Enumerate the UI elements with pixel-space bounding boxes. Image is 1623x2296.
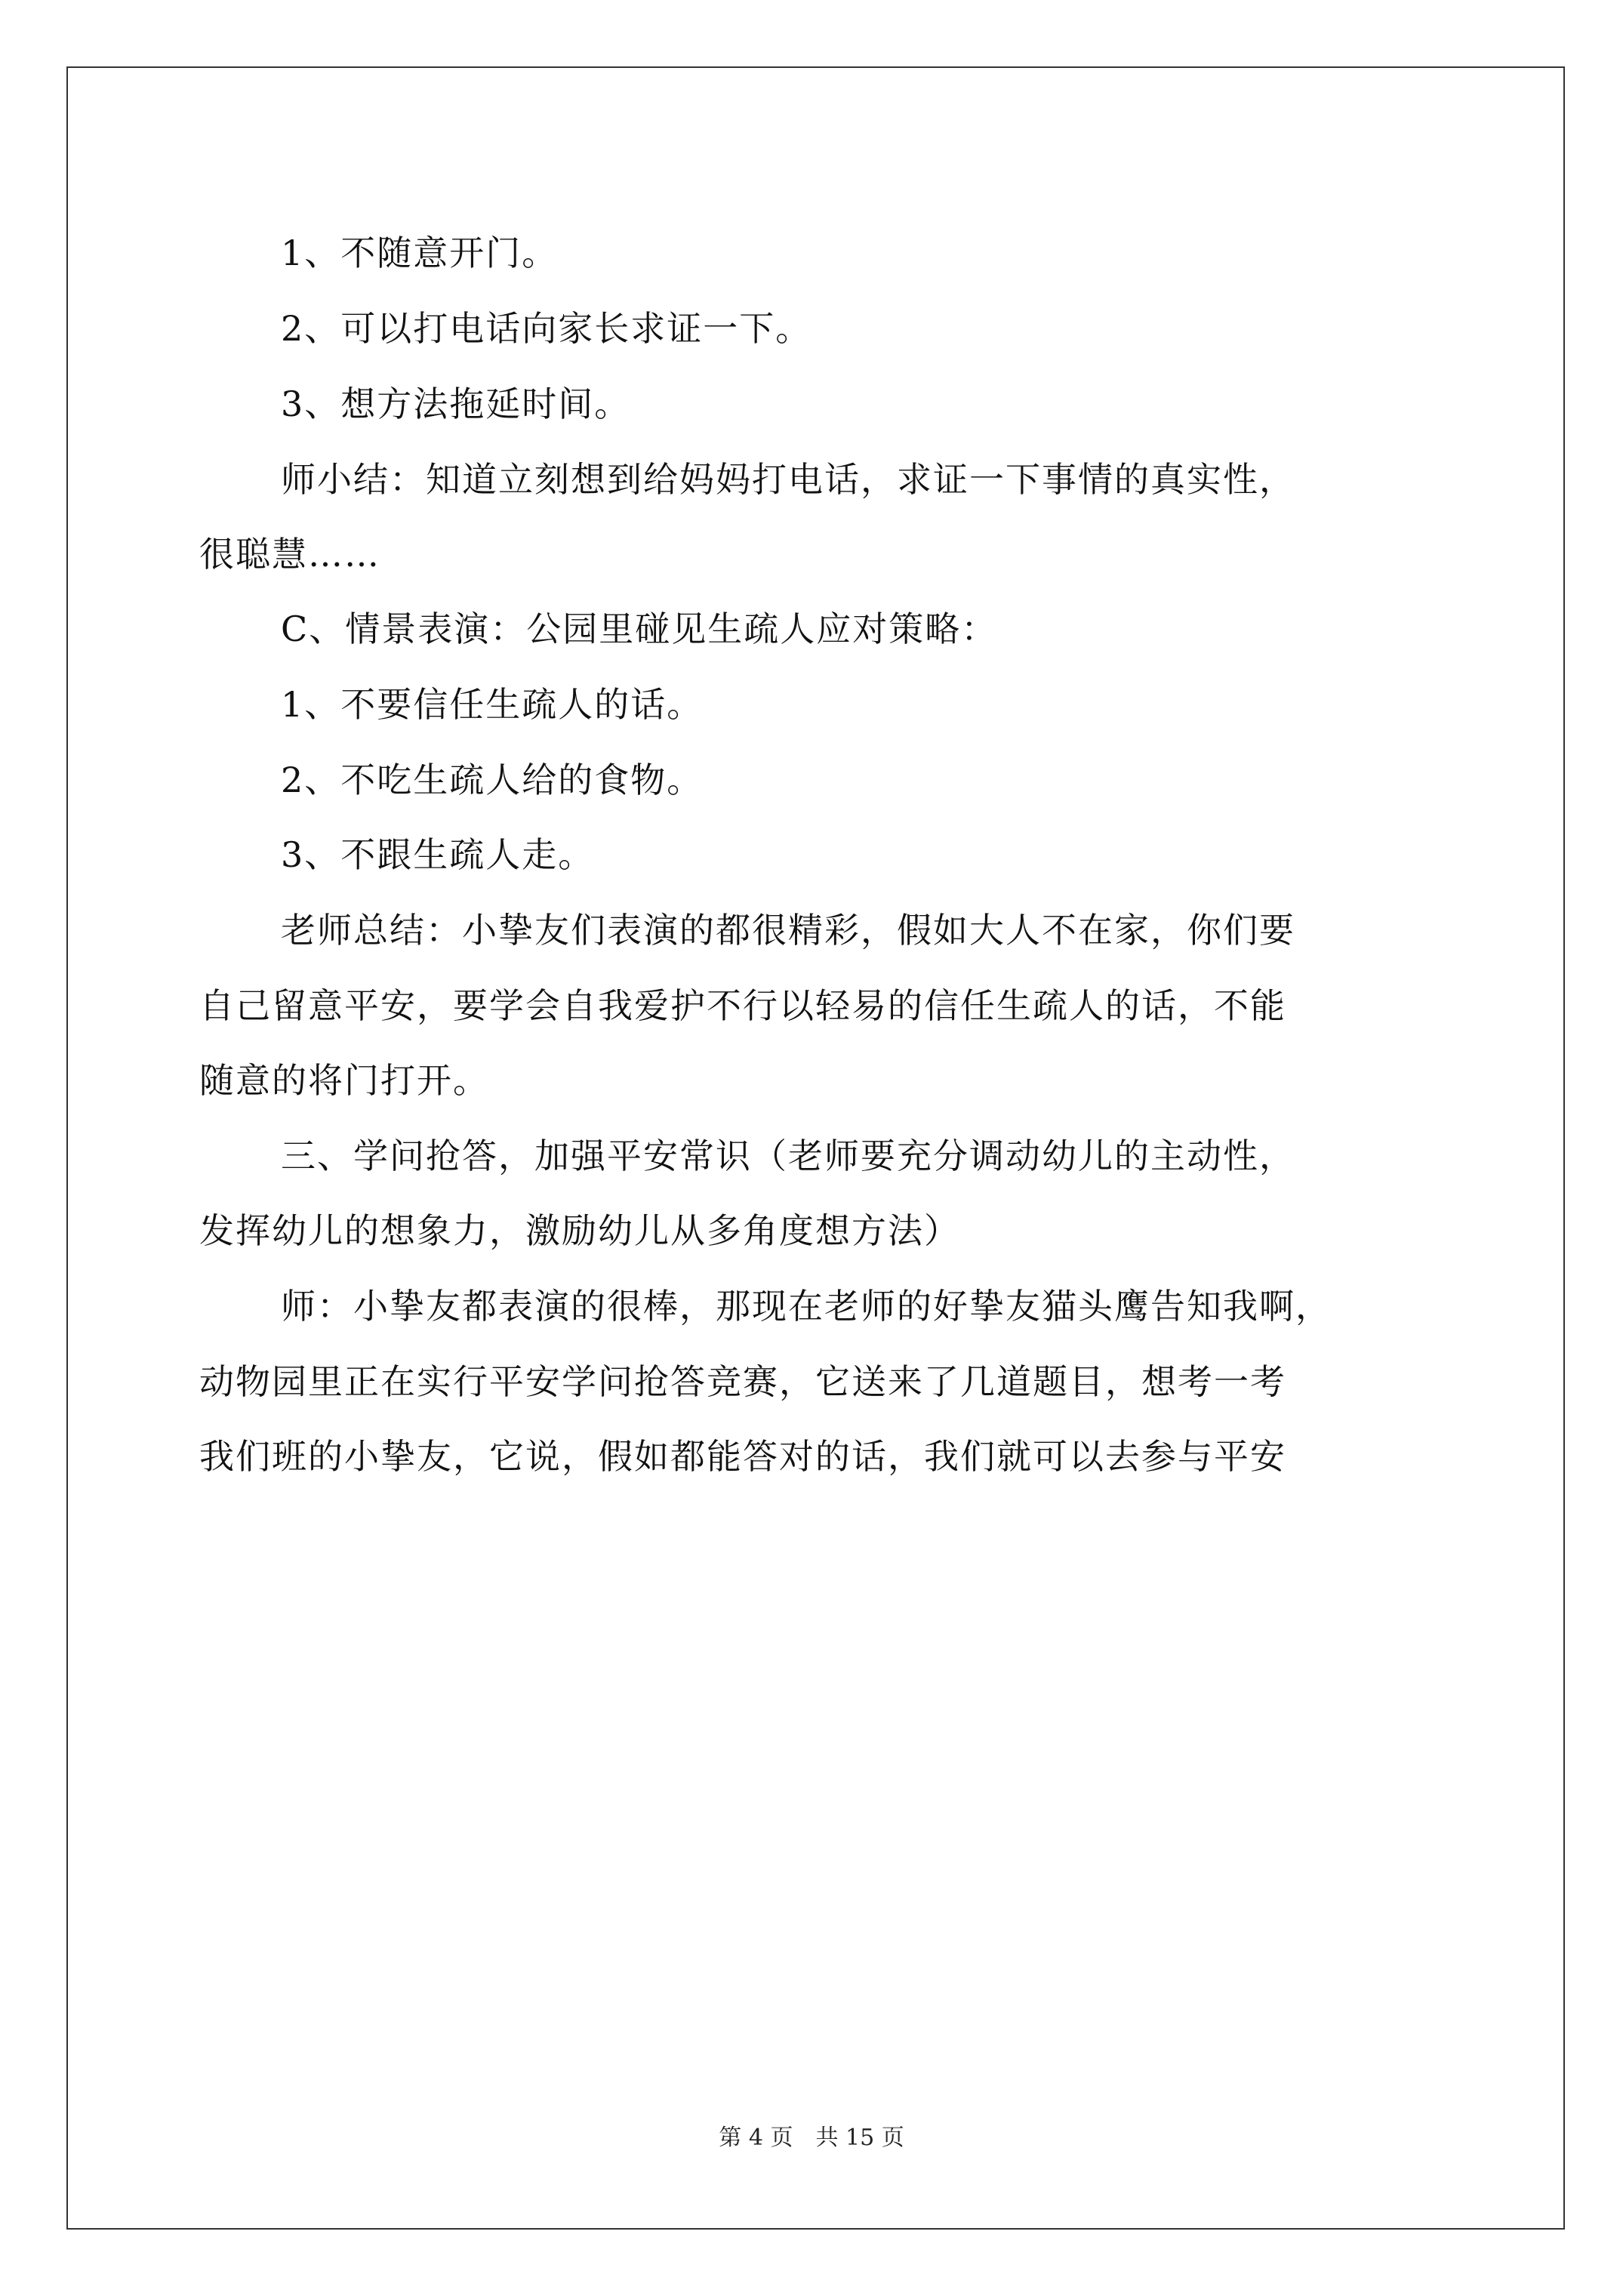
- text-line: 三、学问抢答，加强平安常识（老师要充分调动幼儿的主动性，: [281, 1136, 1295, 1176]
- page-number: 第 4 页 共 15 页: [719, 2125, 904, 2151]
- text-line: 2、可以打电话向家长求证一下。: [281, 308, 812, 349]
- text-line: 很聪慧……: [199, 534, 380, 575]
- text-line: 3、想方法拖延时间。: [281, 384, 631, 424]
- text-line: 2、不吃生疏人给的食物。: [281, 760, 704, 800]
- text-line: 老师总结：小挚友们表演的都很精彩，假如大人不在家，你们要: [281, 910, 1295, 951]
- text-line: 随意的将门打开。: [199, 1060, 489, 1101]
- text-line: 1、不随意开门。: [281, 233, 559, 273]
- text-line: 自己留意平安，要学会自我爱护不行以轻易的信任生疏人的话，不能: [199, 985, 1286, 1026]
- text-line: 我们班的小挚友，它说，假如都能答对的话，我们就可以去参与平安: [199, 1436, 1286, 1477]
- text-line: 发挥幼儿的想象力，激励幼儿从多角度想方法）: [199, 1210, 960, 1251]
- text-line: 师小结：知道立刻想到给妈妈打电话，求证一下事情的真实性，: [281, 459, 1295, 500]
- text-line: 动物园里正在实行平安学问抢答竞赛，它送来了几道题目，想考一考: [199, 1361, 1286, 1402]
- text-line: 师：小挚友都表演的很棒，那现在老师的好挚友猫头鹰告知我啊，: [281, 1286, 1332, 1327]
- text-line: 3、不跟生疏人走。: [281, 834, 595, 875]
- text-line: 1、不要信任生疏人的话。: [281, 684, 704, 725]
- text-line: C、情景表演：公园里碰见生疏人应对策略：: [281, 609, 998, 649]
